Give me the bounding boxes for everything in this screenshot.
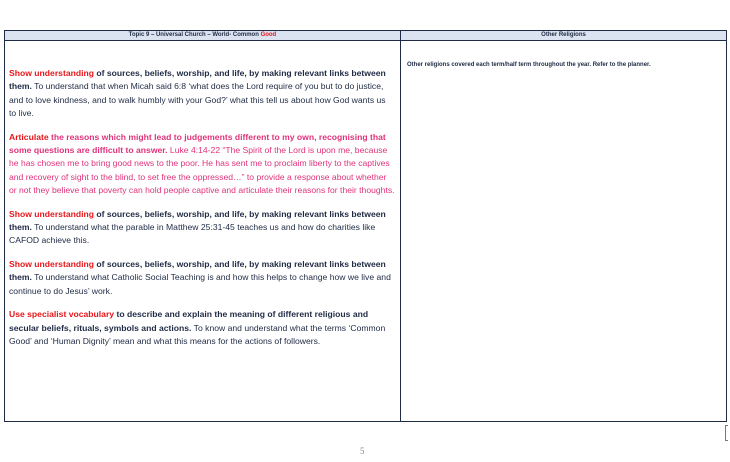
objective-bold: the reasons which might lead to judgements different to my own, recognising that some questions are difficult to answer. (9, 131, 386, 156)
objective-bold: of sources, beliefs, worship, and life, by making relevant links between them. (9, 68, 386, 92)
other-religions-cell[interactable] (401, 41, 727, 422)
right-column-header: Other Religions (401, 31, 727, 41)
objective-text: To understand that when Micah said 6:8 ‘what does the Lord require of you but to do justice, and to love kindness, and to walk humbly with your God?’ what this tell us about how God wants us to live. (9, 81, 386, 119)
objectives-cell[interactable] (5, 41, 401, 422)
objective-text: Luke 4:14-22 “The Spirit of the Lord is upon me, because he has chosen me to bring good news to the poor. He has sent me to proclaim liberty to the captives and recovery of sight to the blind, to set free the oppressed…” to provide a response about whether or not they believe that poverty can hold people captive and articulate their reasons for their thoughts. (9, 145, 395, 196)
objective-bold: of sources, beliefs, worship, and life, by making relevant links between them. (9, 208, 386, 233)
objective-paragraph (9, 67, 395, 121)
left-header-highlight: Good (260, 32, 277, 38)
objective-lead: Show understanding (9, 208, 94, 219)
text-cursor-icon (725, 425, 726, 441)
objective-text: To understand what Catholic Social Teaching is and how this helps to change how we live and continue to do Jesus’ work. (9, 272, 391, 296)
objective-bold: to describe and explain the meaning of different religious and secular beliefs, rituals, symbols and actions. (9, 309, 369, 333)
planning-table (4, 30, 727, 422)
objective-paragraph (9, 258, 395, 298)
objective-lead: Show understanding (9, 68, 94, 78)
objective-lead: Use specialist vocabulary (9, 309, 115, 320)
objective-text: To understand what the parable in Matthew 25:31-45 teaches us and how do charities like CAFOD achieve this. (9, 222, 376, 246)
left-column-header (5, 31, 401, 41)
objective-paragraph (9, 131, 395, 198)
objective-paragraph (9, 308, 395, 348)
objective-bold: of sources, beliefs, worship, and life, by making relevant links between them. (9, 258, 386, 283)
page-number: 5 (360, 446, 365, 456)
objective-paragraph (9, 208, 395, 248)
objective-lead: Show understanding (9, 258, 94, 269)
header-row (5, 31, 727, 41)
objective-lead: Articulate (9, 131, 49, 142)
objective-text: To know and understand what the terms ‘Common Good’ and ‘Human Dignity’ mean and what this means for the actions of followers. (9, 322, 386, 346)
left-header-text: Topic 9 – Universal Church – World- Common (128, 32, 261, 38)
other-religions-note: Other religions covered each term/half term throughout the year. Refer to the planner. (407, 62, 651, 68)
content-row (5, 41, 727, 422)
